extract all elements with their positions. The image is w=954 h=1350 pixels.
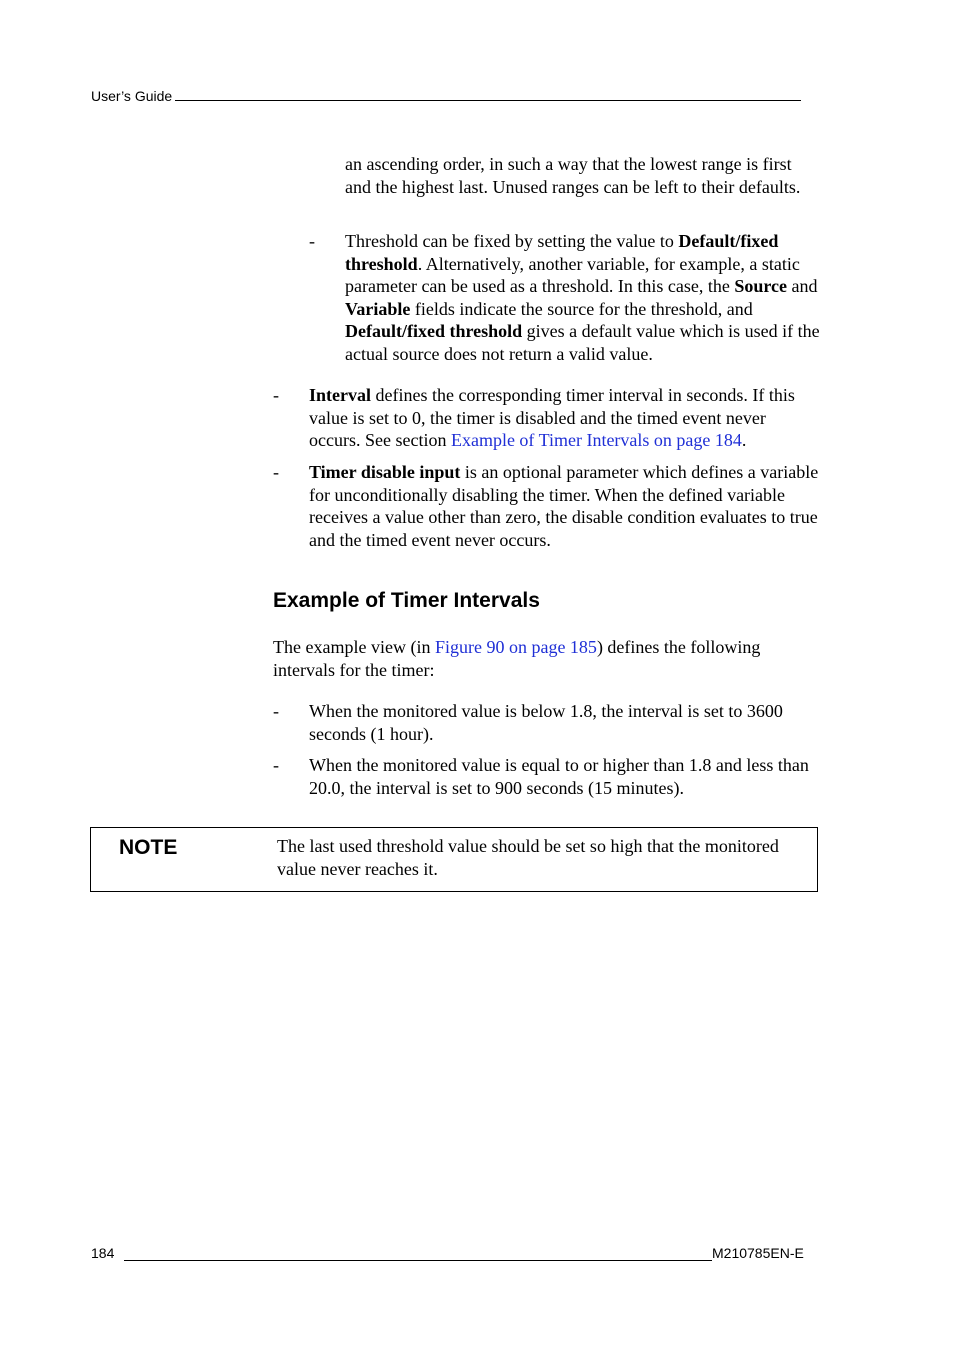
example-item-1: When the monitored value is below 1.8, the interval is set to 3600 seconds (1 hour). — [309, 701, 783, 744]
threshold-item — [345, 230, 820, 365]
intro-text-2: ) defines the following intervals for the timer: — [273, 637, 761, 680]
interval-item — [309, 384, 821, 452]
threshold-bold-default-2: Default/fixed threshold — [345, 321, 523, 341]
threshold-dash: - — [309, 231, 315, 251]
disable-item — [309, 461, 821, 551]
threshold-bold-source: Source — [734, 276, 788, 296]
note-label: NOTE — [119, 836, 178, 859]
figure-link[interactable]: Figure 90 on page 185 — [434, 637, 597, 657]
interval-text-2: . — [741, 430, 747, 450]
running-header — [91, 87, 801, 105]
threshold-text-5: gives a default value which is used if the actual source does not return a valid value. — [345, 321, 820, 364]
section-link[interactable]: Example of Timer Intervals on page 184 — [450, 430, 742, 450]
threshold-text-3: and — [787, 276, 818, 296]
interval-bold: Interval — [309, 385, 371, 405]
header-rule — [175, 88, 801, 101]
threshold-text-1: Threshold can be fixed by setting the value to — [345, 231, 679, 251]
disable-bold: Timer disable input — [309, 462, 461, 482]
threshold-bold-default: Default/fixed threshold — [345, 231, 779, 274]
note-text: The last used threshold value should be set so high that the monitored value never reaches it. — [277, 836, 779, 879]
disable-text: is an optional parameter which defines a variable for unconditionally disabling the timer. When the defined variable receives a value other than zero, the disable condition evaluates to true and the timed event never occurs. — [309, 462, 819, 550]
interval-text-1: defines the corresponding timer interval in seconds. If this value is set to 0, the timer is disabled and the timed event never occurs. See section — [309, 385, 795, 450]
threshold-bold-variable: Variable — [345, 298, 411, 319]
interval-dash: - — [273, 385, 279, 405]
page-number: 184 — [91, 1245, 115, 1261]
continuation-paragraph: an ascending order, in such a way that the lowest range is first and the highest last. Unused ranges can be left to their defaults. — [345, 154, 801, 197]
threshold-text-2: . Alternatively, another variable, for example, a static parameter can be used as a threshold. In this case, the — [345, 253, 800, 296]
note-box — [90, 827, 818, 892]
section-heading: Example of Timer Intervals — [273, 589, 540, 612]
intro-text-1: The example view (in — [273, 637, 435, 657]
threshold-text-4: fields indicate the source for the threshold, and — [410, 298, 753, 319]
example-item-2: When the monitored value is equal to or higher than 1.8 and less than 20.0, the interval is set to 900 seconds (15 minutes). — [309, 755, 809, 798]
example-dash-1: - — [273, 701, 279, 721]
header-title: User’s Guide — [91, 88, 173, 104]
disable-dash: - — [273, 462, 279, 482]
footer-rule — [124, 1260, 712, 1261]
intro-paragraph — [273, 636, 803, 681]
example-dash-2: - — [273, 755, 279, 775]
document-code: M210785EN-E — [712, 1245, 804, 1261]
